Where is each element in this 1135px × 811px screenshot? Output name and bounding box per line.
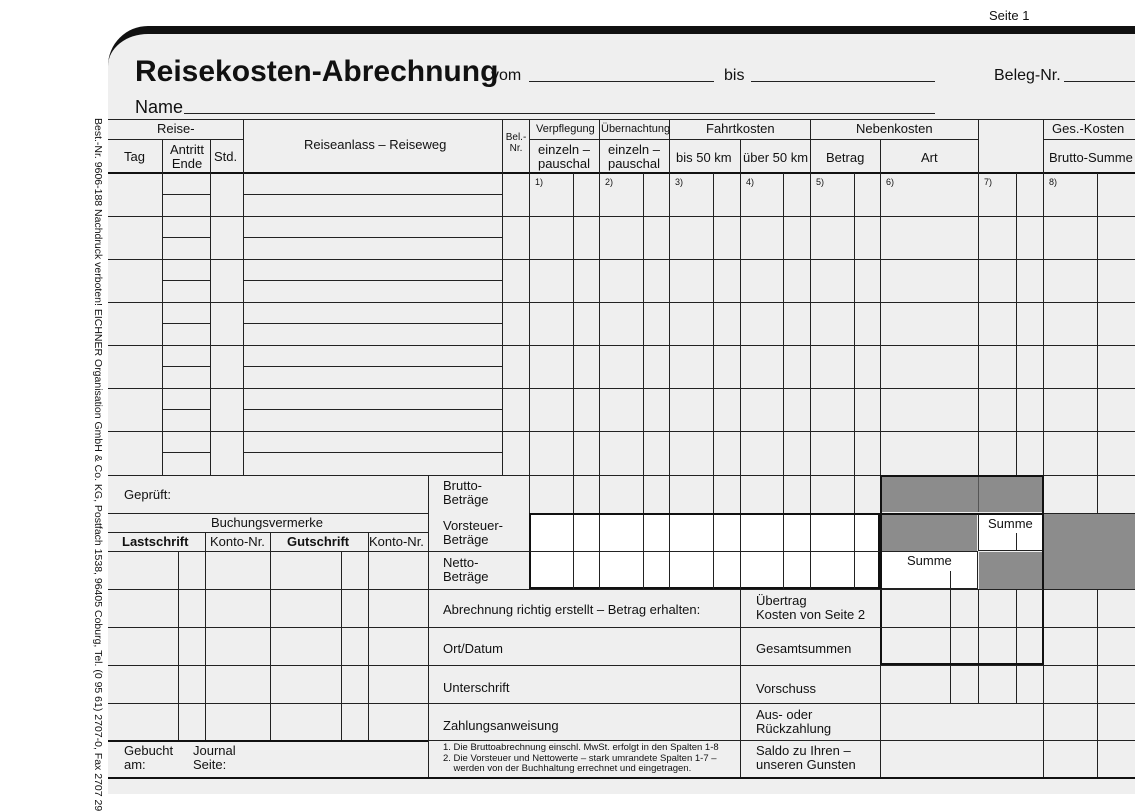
col-num-5: 5) — [816, 177, 825, 187]
konto-nr-1-label: Konto-Nr. — [210, 534, 265, 549]
netto-betraege-label: Netto- Beträge — [443, 555, 489, 585]
header-ges-kosten: Ges.-Kosten — [1052, 121, 1125, 136]
header-tag: Tag — [124, 149, 145, 164]
vom-label: vom — [491, 67, 522, 84]
table-row-divider — [108, 431, 1135, 432]
header-betrag: Betrag — [826, 150, 865, 165]
col-num-2: 2) — [605, 177, 614, 187]
gebucht-am-label: Gebucht am: — [124, 743, 174, 773]
journal-seite-label: Journal Seite: — [193, 743, 236, 773]
header-einzeln-2: einzeln – pauschal — [607, 142, 661, 172]
header-brutto-summe: Brutto-Summe — [1049, 150, 1133, 165]
buchungsvermerke-label: Buchungsvermerke — [211, 515, 323, 530]
header-antritt-ende: Antritt Ende — [170, 142, 204, 172]
col-num-4: 4) — [746, 177, 755, 187]
table-row-divider — [108, 302, 1135, 303]
col-num-6: 6) — [886, 177, 895, 187]
bis-field[interactable] — [751, 81, 935, 82]
brutto-betraege-label: Brutto- Beträge — [443, 478, 489, 508]
header-art: Art — [921, 150, 938, 165]
beleg-nr-label: Beleg-Nr. — [994, 67, 1061, 84]
shaded-total-cell — [1044, 514, 1135, 589]
name-field[interactable] — [184, 113, 935, 114]
beleg-nr-field[interactable] — [1064, 81, 1135, 82]
form-title: Reisekosten-Abrechnung — [135, 55, 499, 88]
lastschrift-label: Lastschrift — [122, 534, 189, 549]
col-num-1: 1) — [535, 177, 544, 187]
geprueft-label: Geprüft: — [124, 487, 171, 502]
gutschrift-label: Gutschrift — [287, 534, 350, 549]
header-ueber-50: über 50 km — [743, 150, 809, 165]
aus-rueckzahlung-label: Aus- oder Rückzahlung — [756, 707, 832, 737]
header-reiseanlass: Reiseanlass – Reiseweg — [304, 137, 447, 152]
col-num-7: 7) — [984, 177, 993, 187]
vorsteuer-betraege-label: Vorsteuer- Beträge — [443, 518, 503, 548]
table-row-divider — [108, 216, 1135, 217]
summe-label-1: Summe — [988, 516, 1033, 531]
side-imprint: Best.-Nr. 9606-188 Nachdruck verboten! EICHNER Organisation GmbH & Co. KG, Postfach 1538, 96405 Coburg, Tel. (0 95 61) 2707-0, Fax 2707 29 — [92, 118, 104, 811]
saldo-label: Saldo zu Ihren – unseren Gunsten — [756, 743, 856, 773]
table-row-divider — [108, 259, 1135, 260]
table-row-divider — [108, 345, 1135, 346]
summe-label-2: Summe — [907, 553, 952, 568]
header-std: Std. — [214, 149, 238, 164]
header-nebenkosten: Nebenkosten — [856, 121, 933, 136]
page-number-label: Seite 1 — [989, 8, 1030, 23]
unterschrift-label: Unterschrift — [443, 680, 510, 695]
header-verpflegung: Verpflegung — [536, 123, 595, 135]
bis-label: bis — [724, 67, 745, 84]
header-einzeln-1: einzeln – pauschal — [537, 142, 591, 172]
header-fahrtkosten: Fahrtkosten — [706, 121, 775, 136]
vom-field[interactable] — [529, 81, 714, 82]
abrechnung-label: Abrechnung richtig erstellt – Betrag erhalten: — [443, 602, 701, 617]
footnote-text: 1. Die Bruttoabrechnung einschl. MwSt. erfolgt in den Spalten 1-8 2. Die Vorsteuer und Nettowerte – stark umrandete Spalten 1-7 – werden von der Buchhaltung errechnet und eingetragen. — [443, 742, 719, 775]
table-row-divider — [108, 388, 1135, 389]
header-bis-50: bis 50 km — [676, 150, 732, 165]
uebertrag-label: Übertrag Kosten von Seite 2 — [756, 593, 866, 623]
col-num-3: 3) — [675, 177, 684, 187]
vorschuss-label: Vorschuss — [756, 681, 816, 696]
col-num-8: 8) — [1049, 177, 1058, 187]
zahlungsanweisung-label: Zahlungsanweisung — [443, 718, 559, 733]
gesamtsummen-label: Gesamtsummen — [756, 641, 852, 656]
header-uebernachtung: Übernachtung — [601, 123, 671, 135]
konto-nr-2-label: Konto-Nr. — [369, 534, 424, 549]
name-label: Name — [135, 97, 184, 117]
header-reise: Reise- — [157, 121, 195, 136]
header-bel-nr: Bel.- Nr. — [505, 132, 527, 154]
ort-datum-label: Ort/Datum — [443, 641, 503, 656]
